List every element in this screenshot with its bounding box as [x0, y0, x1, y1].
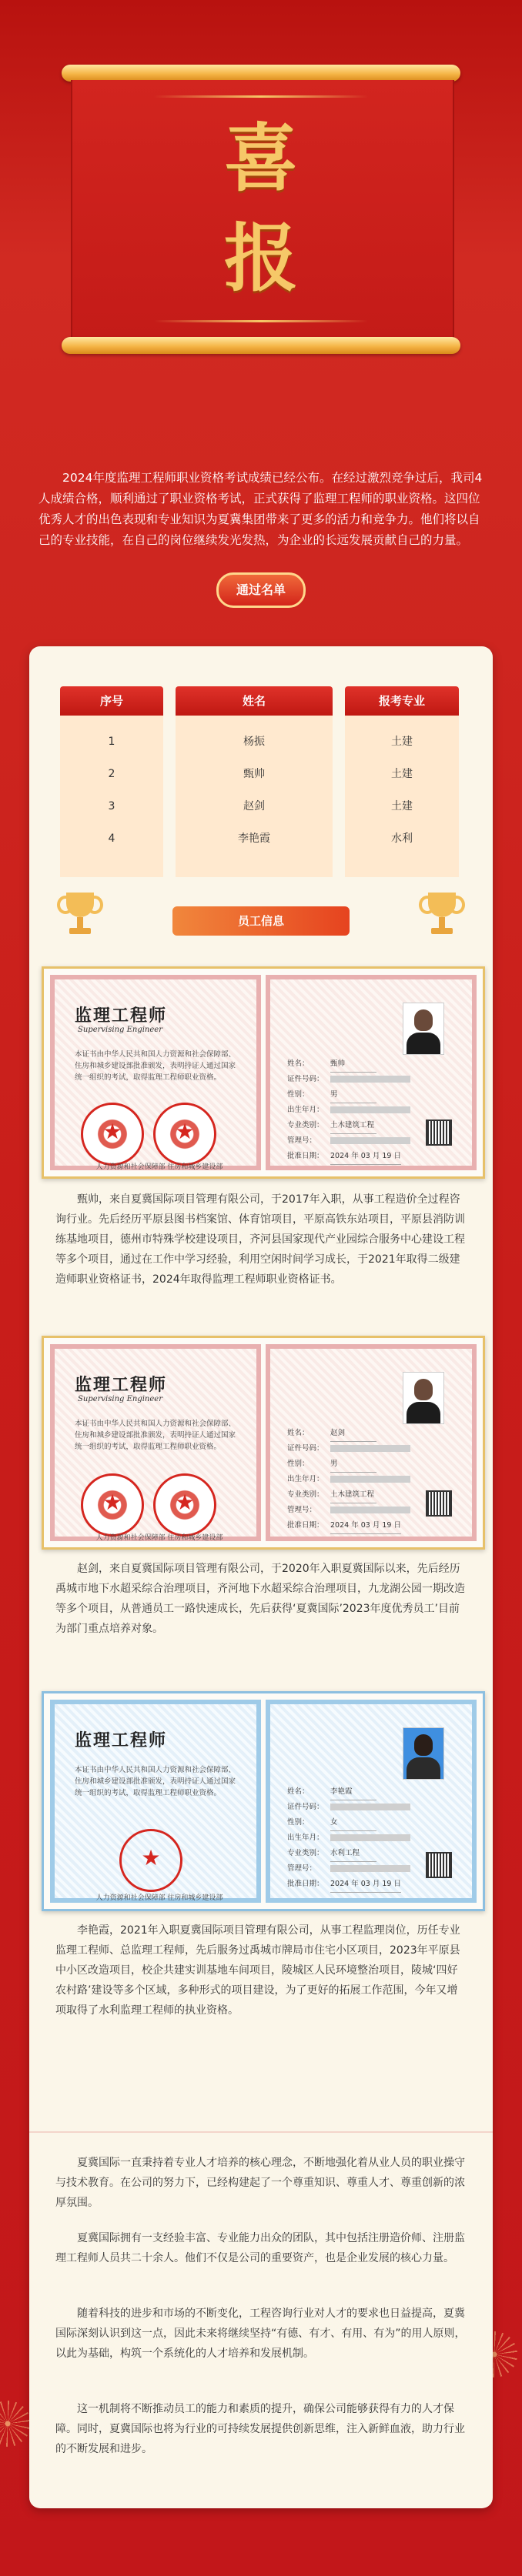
banner-deco-line [154, 320, 368, 322]
banner-char-xi: 喜 [224, 115, 298, 202]
table-cell-major: 土建 [391, 768, 413, 780]
certificate-right-page [266, 1344, 477, 1541]
certificate-issuer: 人力资源和社会保障部 住房和城乡建设部 [95, 1534, 223, 1542]
table-cell-major: 水利 [391, 833, 413, 845]
seal-icon [81, 1103, 144, 1166]
table-cell-name: 赵剑 [243, 800, 265, 813]
certificate-title: 监理工程师 [75, 1730, 168, 1750]
cert-field-cert-no: 管理号： [287, 1861, 410, 1877]
seal-icon [81, 1473, 144, 1537]
seal-icon [153, 1473, 216, 1537]
qr-code-icon [426, 1119, 452, 1146]
certificate-title: 监理工程师 [75, 1006, 168, 1026]
seal-icon [119, 1829, 182, 1892]
qr-code-icon [426, 1852, 452, 1878]
cert-field-birth: 出生年月： [287, 1103, 410, 1118]
seal-icon [153, 1103, 216, 1166]
certificate-title: 监理工程师 [75, 1375, 168, 1395]
scroll-rod-bottom [62, 337, 460, 354]
avatar [403, 1003, 444, 1055]
table-header-name: 姓名 [176, 686, 333, 716]
table-header-major: 报考专业 [345, 686, 459, 716]
banner-deco-line [154, 95, 368, 98]
cert-field-major: 专业类别： 土木建筑工程 [287, 1118, 376, 1133]
table-cell-no: 1 [108, 736, 115, 748]
certificate-left-page [50, 1344, 261, 1541]
cert-field-name: 姓名： 甄帅 [287, 1056, 376, 1072]
table-cell-name: 甄帅 [243, 768, 265, 780]
closing-paragraph: 夏冀国际拥有一支经验丰富、专业能力出众的团队，其中包括注册造价师、注册监理工程师人员共二十余人。他们不仅是公司的重要资产，也是企业发展的核心力量。 [55, 2232, 465, 2264]
certificate-subtitle: Supervising Engineer [78, 1026, 162, 1034]
cert-field-name: 姓名： 李艳霞 [287, 1784, 376, 1800]
table-header-no: 序号 [60, 686, 163, 716]
cert-field-date: 批准日期： 2024 年 03 月 19 日 [287, 1877, 401, 1892]
cert-field-major: 专业类别： 水利工程 [287, 1846, 376, 1861]
certificate-left-page [50, 1700, 261, 1903]
scroll-rod-top [62, 65, 460, 82]
table-column-major [345, 716, 459, 877]
certificate-subtitle: Supervising Engineer [78, 1395, 162, 1403]
trophy-icon [420, 893, 463, 940]
table-cell-name: 李艳霞 [238, 833, 270, 845]
closing-paragraph: 夏冀国际一直秉持着专业人才培养的核心理念，不断地强化着从业人员的职业操守与技术教育。在公司的努力下，已经构建起了一个尊重知识、尊重人才、尊重创新的浓厚氛围。 [55, 2157, 465, 2209]
certificate-issuer: 人力资源和社会保障部 住房和城乡建设部 [95, 1163, 223, 1171]
avatar [403, 1727, 444, 1780]
cert-field-date: 批准日期： 2024 年 03 月 19 日 [287, 1149, 401, 1164]
table-cell-no: 4 [108, 833, 115, 845]
certificate-left-page [50, 975, 261, 1170]
roster-title-badge: 通过名单 [216, 572, 306, 608]
cert-field-name: 姓名： 赵剑 [287, 1426, 376, 1441]
staff-title-badge: 员工信息 [172, 906, 350, 936]
trophy-icon [59, 893, 102, 940]
cert-field-date: 批准日期： 2024 年 03 月 19 日 [287, 1518, 401, 1533]
qr-code-icon [426, 1490, 452, 1517]
cert-field-gender: 性别： 男 [287, 1457, 376, 1472]
certificate-text: 本证书由中华人民共和国人力资源和社会保障部、住房和城乡建设部批准颁发，表明持证人通过国家统一组织的考试，取得监理工程师职业资格。 [75, 1420, 236, 1451]
bio-paragraph: 甄帅，来自夏冀国际项目管理有限公司，于2017年入职，从事工程造价全过程咨询行业。先后经历平原县图书档案馆、体育馆项目，平原高铁东站项目，平原县消防训练基地项目，德州市特殊学校建设项目，齐河县国家现代产业园综合服务中心建设工程等多个项目，通过在工作中学习经验，利用空闲时间学习成长，于2021年取得二级建造师职业资格证书，2024年取得监理工程师职业资格证书。 [55, 1193, 465, 1286]
cert-field-birth: 出生年月： [287, 1472, 410, 1487]
table-cell-no: 2 [108, 768, 115, 780]
section-divider [29, 2131, 493, 2133]
certificate-right-page [266, 975, 477, 1170]
cert-field-birth: 出生年月： [287, 1830, 410, 1846]
cert-field-major: 专业类别： 土木建筑工程 [287, 1487, 376, 1503]
table-column-name [176, 716, 333, 877]
table-cell-no: 3 [108, 800, 115, 813]
bio-paragraph: 李艳霞，2021年入职夏冀国际项目管理有限公司，从事工程监理岗位，历任专业监理工程师、总监理工程师，先后服务过禹城市牌局市住宅小区项目，2023年平原县中小区改造项目，校企共建实训基地车间项目，陵城区人民环境整治项目，陵城‘四好农村路’建设等多个区域，多种形式的项目建设，为了更好的拓展工作范围，今年又增项取得了水利监理工程师的执业资格。 [55, 1924, 460, 2017]
certificate-text: 本证书由中华人民共和国人力资源和社会保障部、住房和城乡建设部批准颁发，表明持证人通过国家统一组织的考试，取得监理工程师职业资格。 [75, 1050, 236, 1082]
closing-paragraph: 随着科技的进步和市场的不断变化，工程咨询行业对人才的要求也日益提高，夏冀国际深刻认识到这一点，因此未来将继续坚持“有德、有才、有用、有为”的用人原则，以此为基础，构筑一个系统化的人才培养和发展机制。 [55, 2307, 466, 2360]
closing-paragraph: 这一机制将不断推动员工的能力和素质的提升，确保公司能够获得有力的人才保障。同时，夏冀国际也将为行业的可持续发展提供创新思维，注入新鲜血液，助力行业的不断发展和进步。 [55, 2403, 465, 2455]
certificate-card [42, 1336, 485, 1550]
certificate-right-page [266, 1700, 477, 1903]
content-card [29, 646, 493, 2508]
certificate-card [42, 1691, 485, 1911]
bio-paragraph: 赵剑，来自夏冀国际项目管理有限公司，于2020年入职夏冀国际以来，先后经历禹城市地下水超采综合治理项目，齐河地下水超采综合治理项目，九龙湖公园一期改造等多个项目，从普通员工一路快速成长，先后获得‘夏冀国际’2023年度优秀员工’目前为部门重点培养对象。 [55, 1563, 465, 1635]
certificate-text: 本证书由中华人民共和国人力资源和社会保障部、住房和城乡建设部批准颁发，表明持证人通过国家统一组织的考试，取得监理工程师职业资格。 [75, 1766, 236, 1797]
avatar [403, 1372, 444, 1424]
cert-field-id: 证件号码： [287, 1800, 410, 1815]
banner-char-bao: 报 [224, 215, 298, 302]
table-cell-major: 土建 [391, 736, 413, 748]
cert-field-gender: 性别： 男 [287, 1087, 376, 1103]
certificate-card [42, 966, 485, 1179]
table-cell-name: 杨振 [243, 736, 265, 748]
table-column-no [60, 716, 163, 877]
cert-field-cert-no: 管理号： [287, 1133, 410, 1149]
intro-paragraph: 2024年度监理工程师职业资格考试成绩已经公布。在经过激烈竞争过后，我司4人成绩合格，顺利通过了职业资格考试，正式获得了监理工程师的职业资格。这四位优秀人才的出色表现和专业知识为夏冀集团带来了更多的活力和竞争力。他们将以自己的专业技能，在自己的岗位继续发光发热，为企业的长远发展贡献自己的力量。 [38, 471, 483, 547]
cert-field-id: 证件号码： [287, 1441, 410, 1457]
cert-field-gender: 性别： 女 [287, 1815, 376, 1830]
table-cell-major: 土建 [391, 800, 413, 813]
certificate-issuer: 人力资源和社会保障部 住房和城乡建设部 [95, 1894, 223, 1902]
cert-field-id: 证件号码： [287, 1072, 410, 1087]
cert-field-cert-no: 管理号： [287, 1503, 410, 1518]
